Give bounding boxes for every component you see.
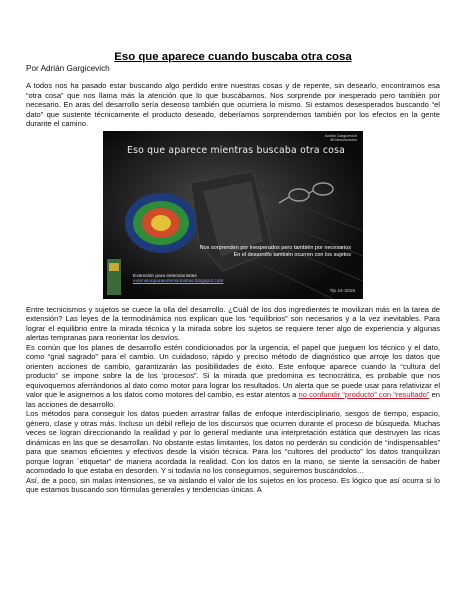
paragraph-3-text-end: en las acciones de desarrollo. xyxy=(26,390,440,409)
illustration-figure xyxy=(103,131,363,299)
figure-extension-credit xyxy=(133,274,223,285)
figure-caption xyxy=(200,245,351,259)
figure-extension-label: Extensión para extensionistas xyxy=(133,273,197,279)
paragraph-3 xyxy=(26,343,440,410)
paragraph-3-text-start: Es común que los planes de desarrollo estén condicionados por la urgencia, el papel que jueguen los técnico y el dato, como “grial sagrado” para el cambio. Un cuidadoso, rápido y preciso método de diagnóstico que arroje los datos que orienten acciones de cambio, garantizarán las posibilidades de éxito. Este enfoque aparece cuando la “cultura del producto” se impone sobre la de los ‘procesos”. Si la mirada que predomina es tecnocrática, es probable que nos equivoquemos aferrándonos al dato como motor para lograr los resultados. Un alerta que se puede usar para relativizar el valor que le asignemos a los datos como motores del cambio, es estar atentos a xyxy=(26,342,440,399)
figure-container xyxy=(26,131,440,304)
paragraph-1: A todos nos ha pasado estar buscando algo perdido entre nuestras cosas y de repente, sin desearlo, encontramos esa “otra cosa” que nos llama más la atención que lo que buscábamos. Nos sorprende por inesperado pero también por necesario. En aras del desarrollo sería deseoso también que ocurriera lo mismo. Si estamos desesperados buscando “el dato” que sustente técnicamente el producto deseado, deberíamos sorprendernos también por los efectos en la gente durante el camino. xyxy=(26,81,440,128)
figure-date: Tip 24-2015 xyxy=(329,288,355,294)
author-byline: Por Adrián Gargicevich xyxy=(26,64,110,73)
paragraph-4: Los métodos para conseguir los datos pueden arrastrar fallas de enfoque interdisciplinario, sesgos de tiempo, espacio, género, clase y otras más. Incluso un débil reflejo de los discursos que ocurren durante el proceso de búsqueda. Muchas veces se logran direccionando la realidad y por lo general mediante una interpretación estática que destruyen las ricas dinámicas en las que se desarrollan. No obstante estas limitantes, los datos no perderán su condición de “indispensables” para que seamos eficientes y efectivos desde la visión técnica. Para los “cultores del producto” los datos tranquilizan porque logran ´etiquetar” de manera acordada la realidad. Con los datos en la mano, se siente la sensación de haber acomodado lo que estaba en desorden. Y si todavía no los conseguimos, seguiremos buscándolos… xyxy=(26,409,440,475)
figure-caption-line-2: En el desarrollo también ocurren con los sujetos xyxy=(233,251,351,258)
figure-author: Adrián Gargicevich #Extensionismo xyxy=(324,133,357,142)
figure-extension-url[interactable]: extensionparaextensionistas.blogspot.com xyxy=(133,278,224,284)
producto-resultado-link[interactable]: no confundir “producto” con “resultado” xyxy=(298,390,430,399)
paragraph-5: Así, de a poco, sin malas intensiones, se va aislando el valor de los sujetos en los proceso. Es lógico que así ocurra si lo que estamos buscando son fórmulas generales y tendencias únicas. A xyxy=(26,475,440,494)
figure-caption-line-1: Nos sorprenden por inesperados pero también por necesarios xyxy=(199,244,351,251)
document-title: Eso que aparece cuando buscaba otra cosa xyxy=(114,51,352,63)
document-page xyxy=(26,50,440,495)
paragraph-2: Entre tecnicismos y sujetos se cuece la olla del desarrollo. ¿Cuál de los dos ingredientes te movilizan más en la tarea de extensión? Las leyes de la termodinámica nos explican que los “equilibrios” son necesarios y a la vez inevitables. Para lograr el equilibrio entre la mirada técnica y la mirada sobre los sujetos se requiere tener algo de experiencia y algunas alertas tempranas para reorientar los desvíos. xyxy=(26,304,440,342)
figure-title: Eso que aparece mientras buscaba otra cosa xyxy=(127,144,346,156)
